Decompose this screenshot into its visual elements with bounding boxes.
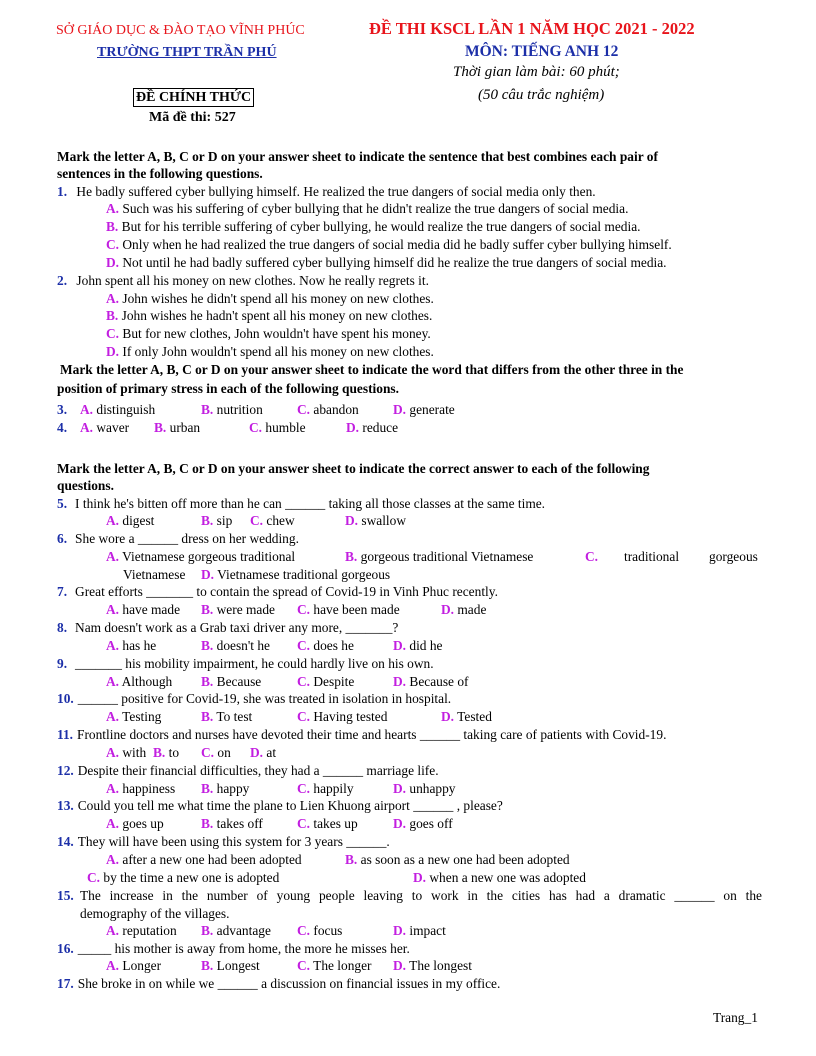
question-stem: _______ his mobility impairment, he could hardly live on his own. — [75, 656, 434, 671]
q8-option-c — [297, 637, 354, 654]
option-text: goes off — [409, 816, 453, 831]
option-letter: D. — [441, 602, 455, 617]
option-letter: A. — [106, 745, 120, 760]
q7-option-c — [297, 601, 400, 618]
question-number: 17. — [57, 976, 74, 991]
q1-option-c — [106, 236, 672, 253]
option-letter: B. — [154, 420, 167, 435]
option-text: doesn't he — [216, 638, 271, 653]
question-stem: Great efforts _______ to contain the spread of Covid-19 in Vinh Phuc recently. — [75, 584, 498, 599]
question-5 — [57, 495, 545, 512]
q6-option-b — [345, 548, 533, 565]
option-letter: B. — [201, 513, 214, 528]
q12-option-a — [106, 780, 175, 797]
question-number: 8. — [57, 620, 68, 635]
q15-stem-line1: The increase in the number of young people leaving to work in the cities has had a dramatic ______ on the — [80, 888, 762, 903]
option-text: Not until he had badly suffered cyber bullying himself did he realize the true dangers of social media. — [122, 255, 667, 270]
option-letter: A. — [106, 709, 120, 724]
option-letter: B. — [106, 308, 119, 323]
option-letter: A. — [106, 923, 120, 938]
option-text: Tested — [457, 709, 492, 724]
option-text: unhappy — [409, 781, 456, 796]
q9-option-a — [106, 673, 172, 690]
q5-option-d — [345, 512, 406, 529]
q4-option-d — [346, 419, 398, 436]
option-letter: D. — [393, 816, 407, 831]
question-stem: She broke in on while we ______ a discussion on financial issues in my office. — [77, 976, 501, 991]
option-text: did he — [409, 638, 443, 653]
question-8 — [57, 619, 398, 636]
q6-option-c-letter — [585, 548, 598, 565]
q6-option-d — [201, 566, 390, 583]
q12-option-c — [297, 780, 354, 797]
exam-title: ĐỀ THI KSCL LẦN 1 NĂM HỌC 2021 - 2022 — [369, 19, 695, 38]
exam-time: Thời gian làm bài: 60 phút; — [453, 64, 620, 80]
option-letter: C. — [297, 781, 311, 796]
q6-option-c-word2: gorgeous — [709, 549, 758, 564]
question-stem: Nam doesn't work as a Grab taxi driver any more, _______? — [75, 620, 399, 635]
option-letter: A. — [106, 201, 120, 216]
q7-option-d — [441, 601, 486, 618]
option-letter: C. — [250, 513, 264, 528]
question-number: 5. — [57, 496, 68, 511]
option-text: Longer — [122, 958, 162, 973]
option-text: swallow — [361, 513, 407, 528]
q11-option-c — [201, 744, 231, 761]
option-letter: B. — [201, 781, 214, 796]
section3-instruction-line1: Mark the letter A, B, C or D on your answer sheet to indicate the correct answer to each of the following — [57, 461, 650, 476]
section3-instruction-line2: questions. — [57, 478, 114, 493]
option-text: waver — [96, 420, 130, 435]
option-text: have made — [122, 602, 181, 617]
option-text: If only John wouldn't spend all his money on new clothes. — [122, 344, 434, 359]
option-letter: A. — [106, 816, 120, 831]
option-text: John wishes he didn't spend all his money on new clothes. — [122, 291, 434, 306]
option-text: distinguish — [96, 402, 156, 417]
option-text: has he — [122, 638, 157, 653]
option-text: made — [457, 602, 487, 617]
question-number: 1. — [57, 184, 68, 199]
option-text: Because of — [409, 674, 469, 689]
option-letter: C. — [106, 237, 120, 252]
option-letter: D. — [201, 567, 215, 582]
option-letter: A. — [106, 291, 120, 306]
q15-stem-line2: demography of the villages. — [80, 906, 230, 921]
option-text: nutrition — [216, 402, 263, 417]
option-letter: C. — [297, 602, 311, 617]
option-text: on — [217, 745, 231, 760]
school-name: TRƯỜNG THPT TRẦN PHÚ — [97, 45, 277, 60]
option-text: Only when he had realized the true dangers of social media did he badly suffer cyber bullying himself. — [122, 237, 672, 252]
option-text: gorgeous traditional Vietnamese — [360, 549, 534, 564]
q13-option-d — [393, 815, 453, 832]
question-9 — [57, 655, 434, 672]
option-letter: B. — [345, 852, 358, 867]
option-text: reputation — [122, 923, 177, 938]
option-letter: D. — [393, 638, 407, 653]
question-10 — [57, 690, 451, 707]
option-letter: A. — [106, 852, 120, 867]
option-text: sip — [216, 513, 233, 528]
q2-option-a — [106, 290, 434, 307]
option-letter: B. — [345, 549, 358, 564]
option-letter: B. — [201, 816, 214, 831]
q1-option-b — [106, 218, 641, 235]
option-letter: C. — [297, 923, 311, 938]
option-text: The longer — [313, 958, 372, 973]
option-text: happily — [313, 781, 354, 796]
q3-option-d — [393, 401, 455, 418]
option-letter: B. — [201, 638, 214, 653]
option-letter: C. — [106, 326, 120, 341]
option-letter: A. — [106, 602, 120, 617]
department-name: SỞ GIÁO DỤC & ĐÀO TẠO VĨNH PHÚC — [56, 23, 305, 38]
question-stem: John spent all his money on new clothes. Now he really regrets it. — [76, 273, 429, 288]
option-letter: B. — [106, 219, 119, 234]
q15-option-c — [297, 922, 342, 939]
option-letter: B. — [153, 745, 166, 760]
q4-option-a — [80, 419, 129, 436]
option-letter: B. — [201, 923, 214, 938]
q5-option-c — [250, 512, 295, 529]
option-text: But for new clothes, John wouldn't have spent his money. — [122, 326, 431, 341]
option-letter: A. — [106, 674, 120, 689]
option-text: Despite — [313, 674, 355, 689]
q8-option-b — [201, 637, 270, 654]
q8-option-d — [393, 637, 443, 654]
option-text: by the time a new one is adopted — [103, 870, 280, 885]
option-letter: B. — [201, 402, 214, 417]
option-text: Having tested — [313, 709, 388, 724]
q1-option-d — [106, 254, 667, 271]
option-text: happy — [216, 781, 250, 796]
option-text: reduce — [362, 420, 399, 435]
q15-option-d — [393, 922, 446, 939]
q10-option-c — [297, 708, 387, 725]
q2-option-c — [106, 325, 431, 342]
option-letter: D. — [393, 958, 407, 973]
option-letter: D. — [346, 420, 360, 435]
option-letter: D. — [393, 781, 407, 796]
option-letter: D. — [413, 870, 427, 885]
question-11 — [57, 726, 666, 743]
q10-option-d — [441, 708, 492, 725]
exam-code: Mã đề thi: 527 — [149, 110, 236, 125]
option-letter: D. — [106, 344, 120, 359]
question-stem: _____ his mother is away from home, the more he misses her. — [77, 941, 410, 956]
question-number: 12. — [57, 763, 74, 778]
option-text: happiness — [122, 781, 176, 796]
q7-option-a — [106, 601, 180, 618]
option-letter: C. — [297, 816, 311, 831]
q12-option-d — [393, 780, 456, 797]
option-text: But for his terrible suffering of cyber bullying, he would realize the true dangers of social media. — [121, 219, 641, 234]
q11-option-b — [153, 744, 179, 761]
q11-option-d — [250, 744, 276, 761]
option-text: humble — [265, 420, 306, 435]
question-stem: They will have been using this system for 3 years ______. — [77, 834, 390, 849]
q8-option-a — [106, 637, 156, 654]
option-text: focus — [313, 923, 343, 938]
question-number: 3. — [57, 402, 68, 417]
option-letter: C. — [201, 745, 215, 760]
option-text: Because — [216, 674, 262, 689]
question-14 — [57, 833, 390, 850]
question-number: 13. — [57, 798, 74, 813]
question-number: 15. — [57, 888, 74, 903]
option-text: Such was his suffering of cyber bullying that he didn't realize the true dangers of social media. — [122, 201, 629, 216]
option-text: have been made — [313, 602, 400, 617]
option-text: To test — [216, 709, 253, 724]
option-text: Although — [121, 674, 173, 689]
option-text: chew — [266, 513, 295, 528]
option-letter: B. — [201, 674, 214, 689]
option-text: impact — [409, 923, 446, 938]
official-label: ĐỀ CHÍNH THỨC — [133, 88, 254, 107]
question-stem: ______ positive for Covid-19, she was treated in isolation in hospital. — [77, 691, 452, 706]
option-letter: C. — [249, 420, 263, 435]
option-text: generate — [409, 402, 455, 417]
option-text: Testing — [122, 709, 162, 724]
q13-option-b — [201, 815, 263, 832]
q9-option-c — [297, 673, 354, 690]
q12-option-b — [201, 780, 249, 797]
option-text: to — [168, 745, 180, 760]
option-text: does he — [313, 638, 354, 653]
q3-option-c — [297, 401, 359, 418]
q5-option-b — [201, 512, 232, 529]
option-text: takes up — [313, 816, 358, 831]
q6-option-a — [106, 548, 295, 565]
option-letter: C. — [297, 674, 311, 689]
question-12 — [57, 762, 439, 779]
q6-option-c-word1: traditional — [624, 549, 680, 564]
q14-option-a — [106, 851, 302, 868]
q13-option-a — [106, 815, 164, 832]
question-2 — [57, 272, 429, 289]
section1-instruction-line2: sentences in the following questions. — [57, 166, 263, 181]
question-3 — [57, 401, 67, 418]
q3-option-a — [80, 401, 155, 418]
q16-option-d — [393, 957, 472, 974]
option-text: The longest — [409, 958, 472, 973]
q16-option-b — [201, 957, 260, 974]
option-text: were made — [216, 602, 276, 617]
q10-option-a — [106, 708, 161, 725]
option-text: urban — [169, 420, 201, 435]
option-letter: D. — [106, 255, 120, 270]
q14-option-d — [413, 869, 586, 886]
question-7 — [57, 583, 498, 600]
option-letter: A. — [106, 638, 120, 653]
question-stem: Frontline doctors and nurses have devoted their time and hearts ______ taking care of patients with Covid-19. — [77, 727, 667, 742]
question-17 — [57, 975, 500, 992]
option-letter: A. — [106, 781, 120, 796]
subject-title: MÔN: TIẾNG ANH 12 — [465, 43, 619, 60]
q16-option-c — [297, 957, 372, 974]
q2-option-b — [106, 307, 432, 324]
option-text: John wishes he hadn't spent all his money on new clothes. — [121, 308, 433, 323]
q9-option-d — [393, 673, 469, 690]
option-letter: B. — [201, 709, 214, 724]
option-text: with — [122, 745, 147, 760]
section2-instruction-line2: position of primary stress in each of the following questions. — [57, 381, 399, 396]
q15-option-a — [106, 922, 177, 939]
question-6 — [57, 530, 299, 547]
option-letter: C. — [87, 870, 101, 885]
q7-option-b — [201, 601, 275, 618]
question-1 — [57, 183, 596, 200]
option-letter: A. — [106, 513, 120, 528]
question-number: 4. — [57, 420, 68, 435]
question-16 — [57, 940, 410, 957]
option-letter: D. — [393, 674, 407, 689]
question-stem: She wore a ______ dress on her wedding. — [75, 531, 299, 546]
question-13 — [57, 797, 503, 814]
question-number: 16. — [57, 941, 74, 956]
q4-option-c — [249, 419, 306, 436]
question-stem: Could you tell me what time the plane to Lien Khuong airport ______ , please? — [77, 798, 503, 813]
option-text: takes off — [216, 816, 263, 831]
option-letter: C. — [297, 402, 311, 417]
option-letter: D. — [250, 745, 264, 760]
q6-option-c-word3: Vietnamese — [123, 567, 186, 582]
question-4 — [57, 419, 67, 436]
question-number: 14. — [57, 834, 74, 849]
option-letter: A. — [106, 958, 120, 973]
option-letter: A. — [80, 420, 94, 435]
q4-option-b — [154, 419, 200, 436]
option-text: digest — [122, 513, 155, 528]
option-text: Vietnamese gorgeous traditional — [122, 549, 296, 564]
section1-instruction-line1: Mark the letter A, B, C or D on your answer sheet to indicate the sentence that best combines each pair of — [57, 149, 658, 164]
option-letter: B. — [201, 958, 214, 973]
option-letter: C. — [585, 549, 599, 564]
q1-option-a — [106, 200, 628, 217]
option-text: at — [266, 745, 277, 760]
question-stem: He badly suffered cyber bullying himself. He realized the true dangers of social media only then. — [76, 184, 596, 199]
question-stem: I think he's bitten off more than he can ______ taking all those classes at the same time. — [75, 496, 546, 511]
q3-option-b — [201, 401, 263, 418]
option-letter: A. — [80, 402, 94, 417]
option-text: as soon as a new one had been adopted — [360, 852, 570, 867]
question-number: 10. — [57, 691, 74, 706]
option-letter: D. — [393, 923, 407, 938]
option-letter: B. — [201, 602, 214, 617]
q15-option-b — [201, 922, 271, 939]
option-text: after a new one had been adopted — [122, 852, 302, 867]
q11-option-a — [106, 744, 146, 761]
option-text: Vietnamese traditional gorgeous — [217, 567, 391, 582]
question-number: 9. — [57, 656, 68, 671]
option-text: abandon — [313, 402, 359, 417]
question-count: (50 câu trắc nghiệm) — [478, 87, 605, 103]
option-letter: D. — [393, 402, 407, 417]
question-stem: Despite their financial difficulties, they had a ______ marriage life. — [77, 763, 439, 778]
option-text: goes up — [122, 816, 164, 831]
page-number: Trang_1 — [713, 1010, 758, 1025]
option-letter: D. — [345, 513, 359, 528]
q16-option-a — [106, 957, 161, 974]
question-number: 7. — [57, 584, 68, 599]
q14-option-c — [87, 869, 279, 886]
option-text: when a new one was adopted — [429, 870, 586, 885]
q2-option-d — [106, 343, 434, 360]
section2-instruction-line1: Mark the letter A, B, C or D on your answer sheet to indicate the word that differs from the other three in the — [60, 362, 684, 377]
option-letter: A. — [106, 549, 120, 564]
option-letter: C. — [297, 958, 311, 973]
q13-option-c — [297, 815, 358, 832]
option-text: advantage — [216, 923, 271, 938]
question-number: 11. — [57, 727, 73, 742]
q10-option-b — [201, 708, 252, 725]
question-number: 2. — [57, 273, 68, 288]
option-letter: D. — [441, 709, 455, 724]
q9-option-b — [201, 673, 261, 690]
q5-option-a — [106, 512, 154, 529]
option-letter: C. — [297, 709, 311, 724]
option-text: Longest — [216, 958, 260, 973]
question-number: 6. — [57, 531, 68, 546]
q14-option-b — [345, 851, 570, 868]
option-letter: C. — [297, 638, 311, 653]
